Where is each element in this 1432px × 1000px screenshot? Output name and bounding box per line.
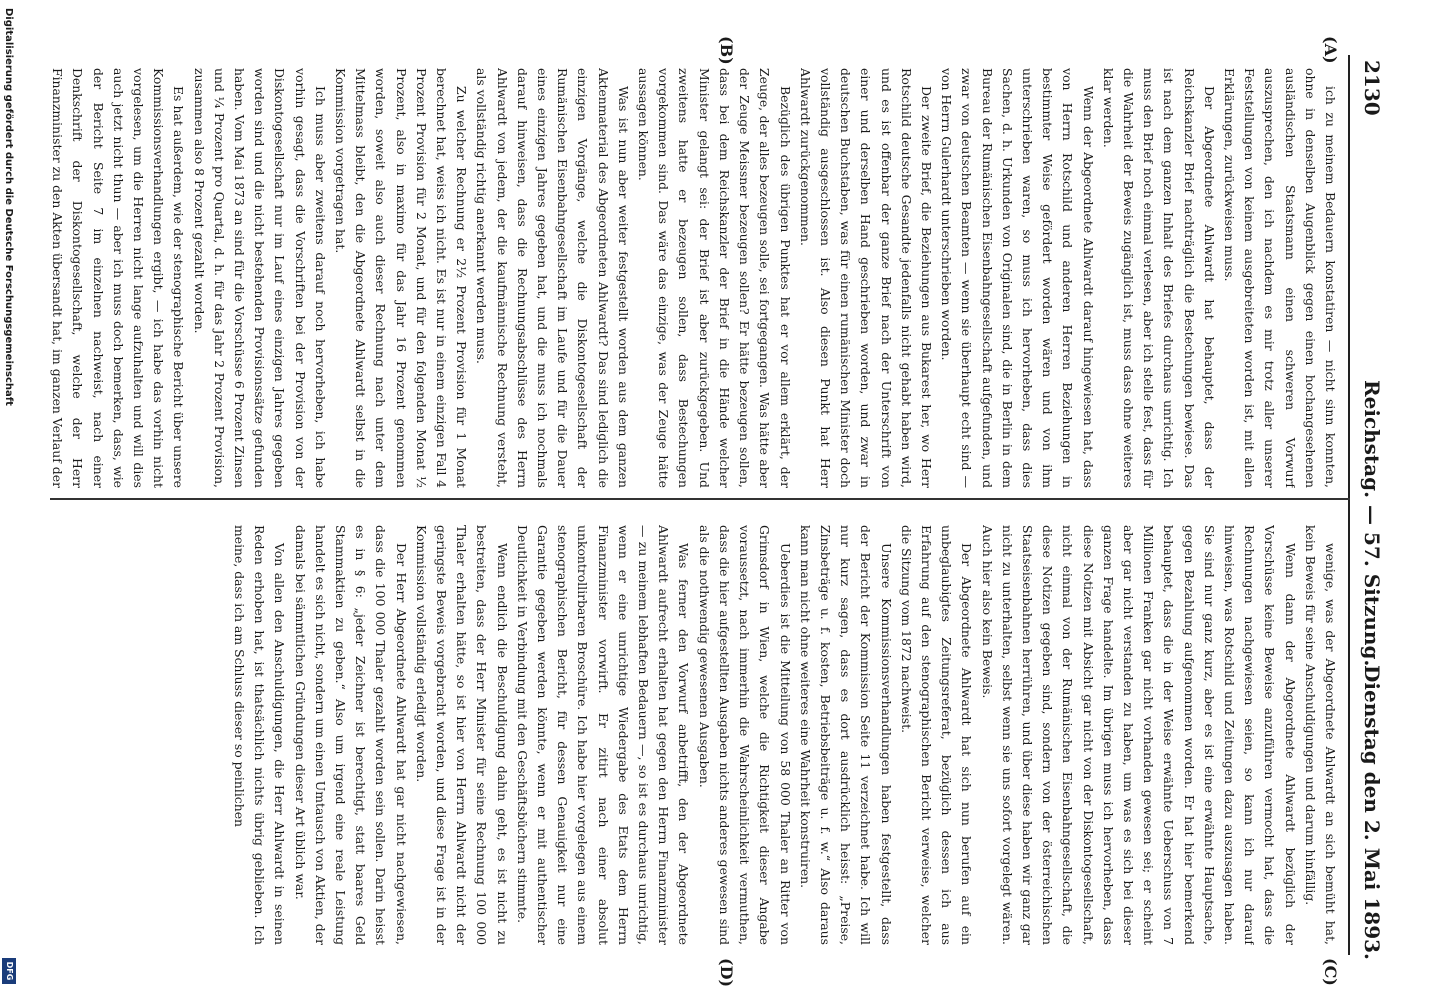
paragraph: Bezüglich des übrigen Punktes hat er vor allem erklärt, der Zeuge, der alles bezeugen solle, sei fortgegangen. Was hätte aber der Zeuge Meissner bezeugen sollen? Er hätte bezeugen sollen, dass bei dem Reichskanzler der Brief in die Hände welcher Minister gelangt sei: der Brief ist aber zurückgegeben. Und zweitens hatte er bezeugen sollen, dass Bestechungen vorgekommen sind. Das wäre das einzige, was der Zeuge hätte aussagen können. <box>636 68 793 488</box>
paragraph: Der zweite Brief, die Beziehungen aus Bukarest her, wo Herr Rotschild deutsche Gesandte jedenfalls nicht gehabt haben wird, und es ist offenbar der ganze Brief nach der Unterschrift von einer und derselben Hand geschrieben worden, und zwar in deutschen Buchstaben, was für einen rumänischen Minister doch vollständig ausgeschlossen ist. Also diesen Punkt hat Herr Ahlwardt zurückgenommen. <box>797 68 934 488</box>
paragraph: Der Abgeordnete Ahlwardt hat behauptet, dass der Reichskanzler Brief nachträglich die Bestechungen bewiese. Das ist nach dem ganzen Inhalt des Briefes durchaus unrichtig. Ich muss den Brief noch einmal verlesen, aber ich stelle fest, dass für die Wahrheit der Beweis zugänglich ist, muss dass ohne weiteres klar werden. <box>1100 68 1217 488</box>
digitization-footer <box>0 0 14 1000</box>
paragraph: Es hat außerdem, wie der stenographische Bericht über unsere Kommissionsverhandlungen ergibt, — ich habe das vorhin nicht vorgelesen, um die Herren nicht lange aufzuhalten und will dies auch jetzt nicht thun — aber ich muss doch bemerken, dass, wie der Bericht Seite 7 im einzelnen nachweist, nach einer Denkschrift der Diskontogesellschaft, welche der Herr Finanzminister zu den Akten übersandt hat, im ganzen Verlauf der <box>50 68 187 488</box>
session-date: Dienstag den 2. Mai 1893. <box>1360 665 1384 960</box>
header-rule <box>1348 55 1350 955</box>
paragraph: Der Herr Abgeordnete Ahlwardt hat gar nicht nachgewiesen, dass die 100 000 Thaler gezahlt worden sein sollen. Darin heisst es in § 6: „jeder Zeichner ist berechtigt, statt baares Geld Stammaktien zu geben.“ Also um irgend eine reale Leistung handelt es sich nicht, sondern um einen Umtausch von Aktien, der damals bei sämmtlichen Gründungen dieser Art üblich war. <box>292 525 409 945</box>
page-number: 2130 <box>1360 60 1384 116</box>
page-header <box>1354 60 1384 960</box>
paragraph: Was ist nun aber weiter festgestellt worden aus dem ganzen Aktenmaterial des Abgeordneten Ahlwardt? Das sind lediglich die einzigen Vorgänge, welche die Diskontogesellschaft der Rumänischen Eisenbahngesellschaft im Laufe und für die Dauer eines einzigen Jahres gegeben hat, und die muss ich nochmals darauf hinweisen, dass die Rechnungsabschlüsse des Herrn Ahlwardt von jedem, der die kaufmännische Rechnung versteht, als vollständig richtig anerkannt werden muss. <box>474 68 631 488</box>
paragraph: Ich muss aber zweitens darauf noch hervorheben, ich habe vorhin gesagt, dass die Vorschriften bei der Provision von der Diskontogesellschaft nur im Lauf eines einzigen Jahres gegeben worden sind und die nicht bestehenden Provisionssätze gefunden haben. Vom Mai 1873 an sind für die Vorschüsse 6 Prozent Zinsen und ¼ Prozent pro Quartal, d. h. für das Jahr 2 Prozent Provision, zusammen also 8 Prozent gezahlt worden. <box>191 68 328 488</box>
dfg-logo-icon: DFG <box>2 958 16 984</box>
margin-mark-d: (D) <box>717 958 736 988</box>
paragraph: Zu welcher Rechnung er 2½ Prozent Provision für 1 Monat berechnet hat, weiss ich nicht. Es ist nur in einem einzigen Fall 4 Prozent Provision für 2 Monat, und für den folgenden Monat ½ Prozent, also in maximo für das Jahr 16 Prozent genommen worden, soweit also auch dieser Rechnung nach unter dem Mittelmass bleibt, den die Abgeordnete Ahlwardt selbst in die Kommission vorgetragen hat. <box>333 68 470 488</box>
column-divider <box>50 498 1350 500</box>
paragraph: Wenn endlich die Beschuldigung dahin geht, es ist nicht zu bestreiten, dass der Herr Minister für seine Rechnung 100 000 Thaler erhalten hätte, so ist hier von Herrn Ahlwardt nicht der geringste Beweis vorgebracht worden, und diese Frage ist in der Kommission vollständig erledigt worden. <box>413 525 510 945</box>
paragraph: Unsere Kommissionsverhandlungen haben festgestellt, dass der Bericht der Kommission Seite 11 verzeichnet habe. Ich will nur kurz sagen, dass es dort ausdrücklich heisst: „Preise, Zinsbeträge u. f. kosten, Betriebsbeiträge u. f. w.“ Also daraus kann man nicht ohne weiteres eine Wahrheit konstruiren. <box>797 525 894 945</box>
paragraph: Von allen den Anschuldigungen, die Herr Ahlwardt in seinen Reden erhoben hat, ist thatsächlich nichts übrig geblieben. Ich meine, dass ich am Schluss dieser so peinlichen <box>232 525 288 945</box>
margin-mark-a: (A) <box>1321 36 1340 64</box>
left-column <box>50 68 1340 488</box>
paragraph: Der Abgeordnete Ahlwardt hat sich nun berufen auf ein unbeglaubigtes Zeitungsreferat, bezüglich dessen ich aus Erfahrung auf den stenographischen Bericht verweise, welcher die Sitzung vom 1872 nachweist. <box>898 525 975 945</box>
margin-mark-c: (C) <box>1321 958 1340 986</box>
paragraph: Was ferner den Vorwurf anbetrifft, den der Abgeordnete Ahlwardt aufrecht erhalten hat gegen den Herrn Finanzminister — zu meinem lebhaften Bedauern —, so ist es durchaus unrichtig, wenn er eine unrichtige Wiedergabe des Etats dem Herrn Finanzminister vorwirft. Er zitirt nach einer absolut unkontrollirbaren Broschüre. Ich habe hier vorgelegen aus einem stenographischen Bericht, für dessen Genauigkeit nur eine Garantie gegeben werden könnte, wenn er mit authentischer Deutlichkeit in Verbindung mit den Geschäftsbüchern stimmte. <box>514 525 692 945</box>
paragraph: Wenn dann der Abgeordnete Ahlwardt bezüglich der Vorschüsse keine Beweise anzuführen vermocht hat, dass die Rechnungen nachgewiesen seien, so kann ich nur darauf hinweisen, was Rotschild und Zeitungen dazu auszusagen haben. Sie sind nur ganz kurz, aber es ist eine erwähnte Hauptsache, gegen Bezahlung aufgenommen worden. Er hat hier bemerkend behauptet, dass die in der Weise erwähnte Ueberschuss von 7 Millionen Franken gar nicht vorhanden gewesen sei; er scheint aber gar nicht verstanden zu haben, um was es sich bei dieser ganzen Frage handelte. Im übrigen muss ich hervorheben, dass diese Notizen mit Absicht gar nicht von der Diskontogesellschaft, nicht einmal von der Rumänischen Eisenbahngesellschaft, die diese Notizen gegeben sind, sondern von der österreichischen Staatseisenbahnen herrühren, und über diese haben wir ganz gar nicht zu unterhalten, selbst wenn sie uns sofort vorgelegt wären. Auch hier also kein Beweis. <box>979 525 1298 945</box>
right-column <box>50 525 1340 945</box>
margin-mark-b: (B) <box>717 36 736 65</box>
paragraph: Ueberdies ist die Mitteilung von 58 000 Thaler an Ritter von Grimsdorf in Wien, welche die Richtigkeit dieser Angabe voraussetzt, nach immerhin die Wahrscheinlichkeit vermuthen, dass die hier aufgestellten Ausgaben nichts anderes gewesen sind als die nothwendig gewesenen Ausgaben. <box>696 525 793 945</box>
digitization-credit: Digitalisierung gefördert durch die Deutsche Forschungsgemeinschaft <box>3 8 14 406</box>
paragraph: Wenn der Abgeordnete Ahlwardt darauf hingewiesen hat, dass von Herrn Rotschild und anderen Herren Beziehungen in bestimmter Weise gefördert worden wären und von ihm unterschrieben waren, so muss ich hervorheben, dass dies Sachen, d. h. Urkunden von Originalen sind, die in Berlin in dem Bureau der Rumänischen Eisenbahngesellschaft aufgefunden, und zwar von deutschen Beamten — wenn sie überhaupt echt sind — von Herrn Gulerhardt unterschrieben worden. <box>939 68 1096 488</box>
paragraph: wenige, was der Abgeordnete Ahlwardt an sich bemüht hat, kein Beweis für seine Anschuldigungen und darum hinfällig. <box>1302 525 1338 945</box>
paragraph: ich zu meinem Bedauern konstatiren — nicht sinn konnten, ohne in denselben Augenblick gegen einen hochangesehenen ausländischen Staatsmann einen schweren Vorwurf auszusprechen, den ich nachdem es mir trotz aller unserer Feststellungen von keinem ausgebreiteten worden ist, mit allen Erklärungen, zurückweisen muss. <box>1221 68 1338 488</box>
session-title: Reichstag. — 57. Sitzung. <box>1360 380 1384 667</box>
